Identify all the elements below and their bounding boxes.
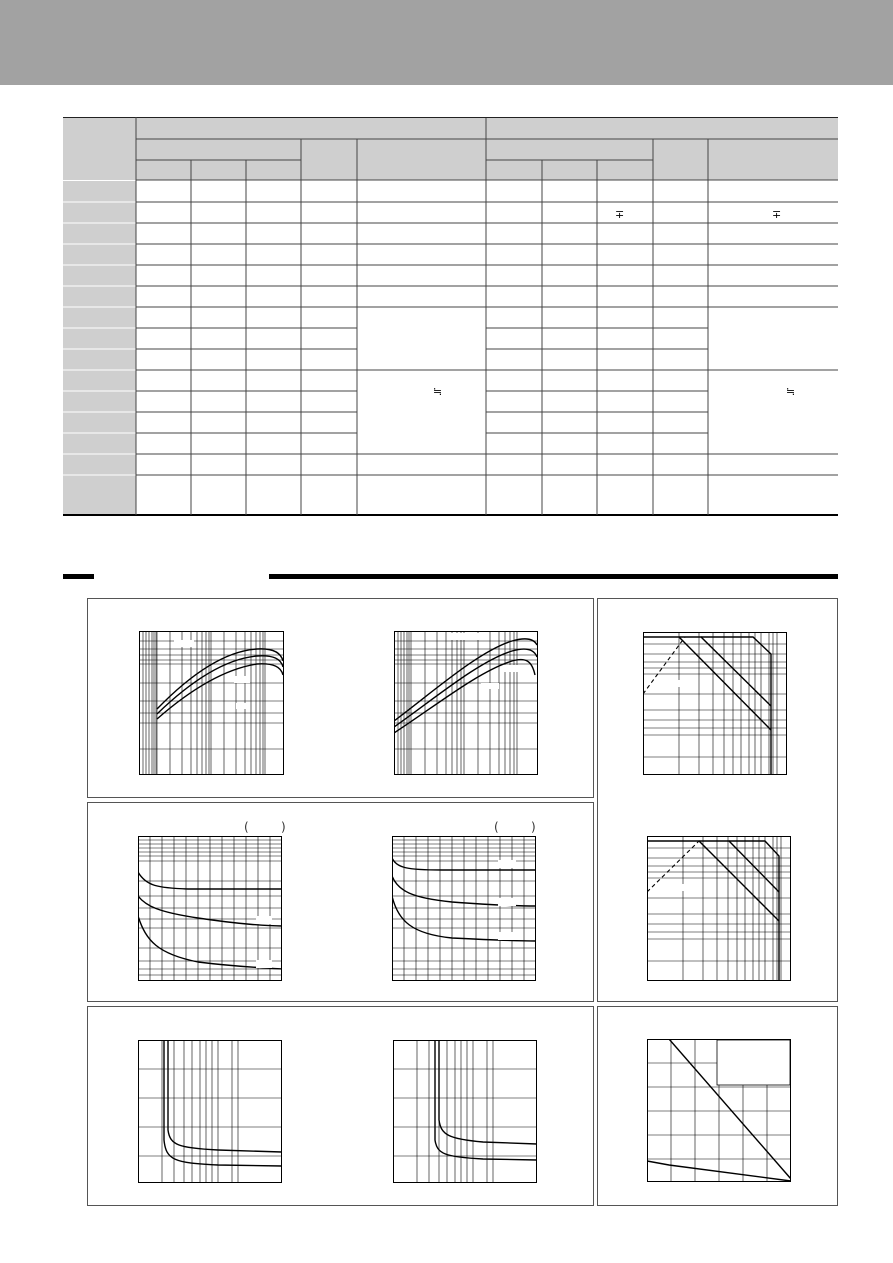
- graph-1: [139, 631, 284, 775]
- spec-table: [63, 117, 838, 516]
- graph-2: [394, 631, 538, 775]
- paren-right-2: ): [531, 820, 536, 834]
- graph-9: [647, 1039, 791, 1182]
- graph-8: [647, 836, 791, 981]
- paren-right-1: ): [281, 820, 286, 834]
- graph-6: [393, 1040, 537, 1183]
- minus-plus-symbol-2: ∓: [772, 208, 782, 221]
- graph-3: [138, 836, 282, 981]
- section-rule-short: [63, 574, 94, 579]
- approx-symbol-2: ≒: [786, 385, 796, 398]
- paren-left-1: (: [244, 820, 249, 834]
- graph-5: [138, 1040, 282, 1183]
- graph-7: [643, 632, 787, 775]
- approx-symbol-1: ≒: [433, 385, 443, 398]
- paren-left-2: (: [494, 820, 499, 834]
- minus-plus-symbol-1: ∓: [615, 208, 625, 221]
- graph-4: [392, 836, 536, 981]
- section-rule-long: [269, 574, 838, 579]
- header-band: [0, 0, 893, 85]
